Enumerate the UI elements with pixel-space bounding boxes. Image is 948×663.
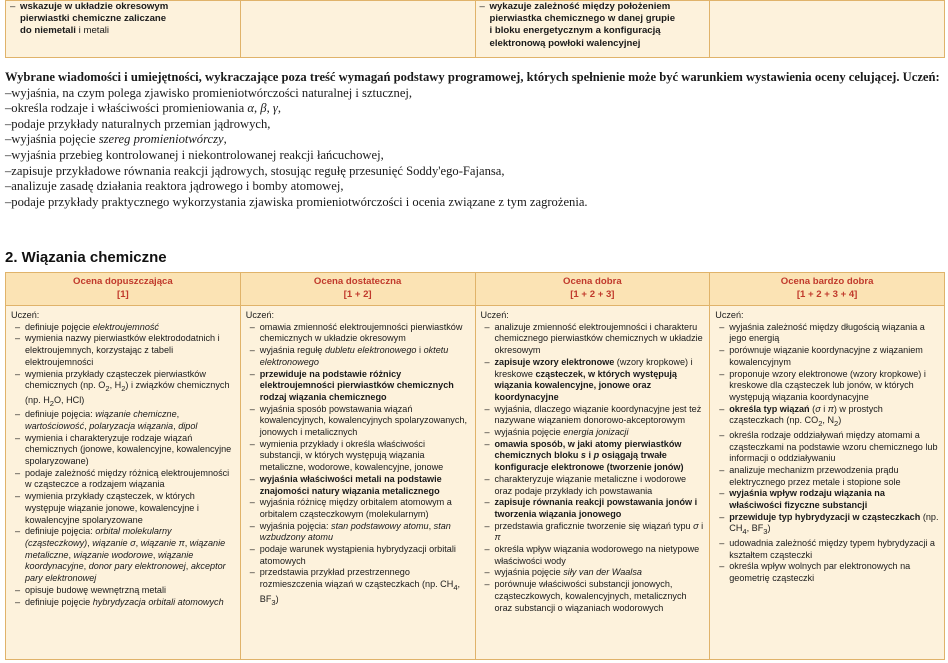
list-item: – wyjaśnia regułę dubletu elektronowego i oktetu elektronowego bbox=[246, 345, 470, 368]
list-item: – analizuje mechanizm przewodzenia prądu elektrycznego przez metale i stopione sole bbox=[715, 465, 939, 488]
list-item: – wyjaśnia, dlaczego wiązanie koordynacyjne jest też nazywane wiązaniem donorowo-akceptorowym bbox=[481, 404, 705, 427]
uczen-label: Uczeń: bbox=[715, 310, 744, 320]
list-item: – charakteryzuje wiązanie metaliczne i wodorowe oraz podaje przykłady ich powstawania bbox=[481, 474, 705, 497]
list-item: – wyjaśnia pojęcie energia jonizacji bbox=[481, 427, 705, 439]
section-title: 2. Wiązania chemiczne bbox=[5, 249, 167, 266]
extra-item: – analizuje zasadę działania reaktora jądrowego i bomby atomowej, bbox=[5, 179, 943, 195]
list-item: – określa wpływ wolnych par elektronowych na geometrię cząsteczki bbox=[715, 561, 939, 584]
list-item: – wyjaśnia właściwości metali na podstawie znajomości natury wiązania metalicznego bbox=[246, 474, 470, 497]
grade-header: Ocena dopuszczająca [1] bbox=[6, 273, 241, 306]
list-item: – wyjaśnia zależność między długością wiązania a jego energią bbox=[715, 322, 939, 345]
uczen-label: Uczeń: bbox=[480, 310, 509, 320]
list-item: – określa rodzaje oddziaływań między atomami a cząsteczkami na podstawie wzoru chemicznego lub informacji o oddziaływaniu bbox=[715, 430, 939, 465]
list-item: – przewiduje typ hybrydyzacji w cząsteczkach (np. $CH_4$, $BF_3$) bbox=[715, 512, 939, 538]
list-item: – definiuje pojęcia: orbital molekularny (cząsteczkowy), wiązanie σ, wiązanie π, wiązanie metaliczne, wiązanie wodorowe, wiązanie koordynacyjne, donor pary elektronowej, akceptor pary elektronowej bbox=[11, 526, 235, 585]
list-item: – zapisuje równania reakcji powstawania jonów i tworzenia wiązania jonowego bbox=[481, 497, 705, 520]
list-item: – przewiduje na podstawie różnicy elektroujemności pierwiastków chemicznych rodzaj wiązania chemicznego bbox=[246, 369, 470, 404]
list-item: – wskazuje w układzie okresowym pierwiastki chemiczne zaliczane do niemetali i metali bbox=[20, 1, 234, 38]
list-item: – opisuje budowę wewnętrzną metali bbox=[11, 585, 235, 597]
list-item: – wyjaśnia pojęcia: stan podstawowy atomu, stan wzbudzony atomu bbox=[246, 521, 470, 544]
list-item: – określa wpływ wiązania wodorowego na nietypowe właściwości wody bbox=[481, 544, 705, 567]
extra-item: – wyjaśnia przebieg kontrolowanej i niekontrolowanej reakcji łańcuchowej, bbox=[5, 148, 943, 164]
uczen-label: Uczeń: bbox=[245, 310, 275, 320]
extra-requirements bbox=[5, 70, 943, 210]
list-item: – omawia sposób, w jaki atomy pierwiastków chemicznych bloku s i p osiągają trwałe konfiguracje elektronowe (tworzenie jonów) bbox=[481, 439, 705, 474]
list-item: – wymienia nazwy pierwiastków elektrododatnich i elektroujemnych, korzystając z tabeli elektroujemności bbox=[11, 333, 235, 368]
grades-table bbox=[5, 272, 945, 660]
list-item: – wymienia przykłady cząsteczek, w których występuje wiązanie jonowe, kowalencyjne i kowalencyjne spolaryzowane bbox=[11, 491, 235, 526]
extra-item: – określa rodzaje i właściwości promieniowania α, β, γ, bbox=[5, 101, 943, 117]
top-cell-1 bbox=[6, 1, 241, 58]
extra-heading: Wybrane wiadomości i umiejętności, wykraczające poza treść wymagań podstawy programowej, których spełnienie może być warunkiem wystawienia oceny celującej. Uczeń: bbox=[5, 70, 940, 84]
grade-column-2 bbox=[240, 306, 475, 660]
uczen-label: Uczeń: bbox=[11, 310, 40, 320]
list-item: – porównuje właściwości substancji jonowych, cząsteczkowych, kowalencyjnych, metalicznych oraz substancji o wiązaniach wodorowych bbox=[481, 579, 705, 614]
extra-item: – wyjaśnia, na czym polega zjawisko promieniotwórczości naturalnej i sztucznej, bbox=[5, 86, 943, 102]
list-item: – definiuje pojęcie hybrydyzacja orbitali atomowych bbox=[11, 597, 235, 609]
list-item: – wymienia przykłady i określa właściwości substancji, w których występują wiązania metaliczne, wodorowe, kowalencyjne, jonowe bbox=[246, 439, 470, 474]
extra-item: – podaje przykłady naturalnych przemian jądrowych, bbox=[5, 117, 943, 133]
list-item: – przedstawia przykład przestrzennego rozmieszczenia wiązań w cząsteczkach (np. $CH_4$, $BF_3$) bbox=[246, 567, 470, 608]
list-item: – porównuje wiązanie koordynacyjne z wiązaniem kowalencyjnym bbox=[715, 345, 939, 368]
list-item: – analizuje zmienność elektroujemności i charakteru chemicznego pierwiastków chemicznych w układzie okresowym bbox=[481, 322, 705, 357]
top-cell-3 bbox=[475, 1, 710, 58]
list-item: – definiuje pojęcie elektroujemność bbox=[11, 322, 235, 334]
grade-column-1 bbox=[6, 306, 241, 660]
grade-column-3 bbox=[475, 306, 710, 660]
list-item: – definiuje pojęcia: wiązanie chemiczne, wartościowość, polaryzacja wiązania, dipol bbox=[11, 409, 235, 432]
list-item: – wykazuje zależność między położeniem pierwiastka chemicznego w danej grupie i bloku energetycznym a konfiguracją elektronową powłoki walencyjnej bbox=[490, 1, 704, 50]
extra-item: – podaje przykłady praktycznego wykorzystania zjawiska promieniotwórczości i ocenia związane z tym zagrożenia. bbox=[5, 195, 943, 211]
list-item: – przedstawia graficznie tworzenie się wiązań typu σ i π bbox=[481, 521, 705, 544]
top-cell-2 bbox=[240, 1, 475, 58]
list-item: – omawia zmienność elektroujemności pierwiastków chemicznych w układzie okresowym bbox=[246, 322, 470, 345]
grade-header: Ocena dobra [1 + 2 + 3] bbox=[475, 273, 710, 306]
list-item: – podaje zależność między różnicą elektroujemności w cząsteczce a rodzajem wiązania bbox=[11, 468, 235, 491]
grade-header: Ocena bardzo dobra [1 + 2 + 3 + 4] bbox=[710, 273, 945, 306]
list-item: – udowadnia zależność między typem hybrydyzacji a kształtem cząsteczki bbox=[715, 538, 939, 561]
list-item: – wyjaśnia różnicę między orbitalem atomowym a orbitalem cząsteczkowym (molekularnym) bbox=[246, 497, 470, 520]
previous-table-fragment bbox=[5, 0, 945, 58]
list-item: – wyjaśnia wpływ rodzaju wiązania na właściwości fizyczne substancji bbox=[715, 488, 939, 511]
extra-item: – wyjaśnia pojęcie szereg promieniotwórczy, bbox=[5, 132, 943, 148]
list-item: – wymienia i charakteryzuje rodzaje wiązań chemicznych (jonowe, kowalencyjne, kowalencyjne spolaryzowane) bbox=[11, 433, 235, 468]
list-item: – wymienia przykłady cząsteczek pierwiastków chemicznych (np. $O_2$, $H_2$) i związków chemicznych (np. $H_2O$, HCl) bbox=[11, 369, 235, 410]
grade-column-4 bbox=[710, 306, 945, 660]
top-cell-4 bbox=[710, 1, 945, 58]
list-item: – wyjaśnia pojęcie siły van der Waalsa bbox=[481, 567, 705, 579]
list-item: – wyjaśnia sposób powstawania wiązań kowalencyjnych, kowalencyjnych spolaryzowanych, jonowych i metalicznych bbox=[246, 404, 470, 439]
list-item: – proponuje wzory elektronowe (wzory kropkowe) i kreskowe dla cząsteczek lub jonów, w których występują wiązania koordynacyjne bbox=[715, 369, 939, 404]
list-item: – określa typ wiązań (σ i π) w prostych cząsteczkach (np. $CO_2$, $N_2$) bbox=[715, 404, 939, 430]
extra-item: – zapisuje przykładowe równania reakcji jądrowych, stosując regułę przesunięć Soddy'ego-Fajansa, bbox=[5, 164, 943, 180]
list-item: – podaje warunek wystąpienia hybrydyzacji orbitali atomowych bbox=[246, 544, 470, 567]
list-item: – zapisuje wzory elektronowe (wzory kropkowe) i kreskowe cząsteczek, w których występują wiązania kowalencyjne, jonowe oraz koordynacyjne bbox=[481, 357, 705, 404]
grade-header: Ocena dostateczna [1 + 2] bbox=[240, 273, 475, 306]
